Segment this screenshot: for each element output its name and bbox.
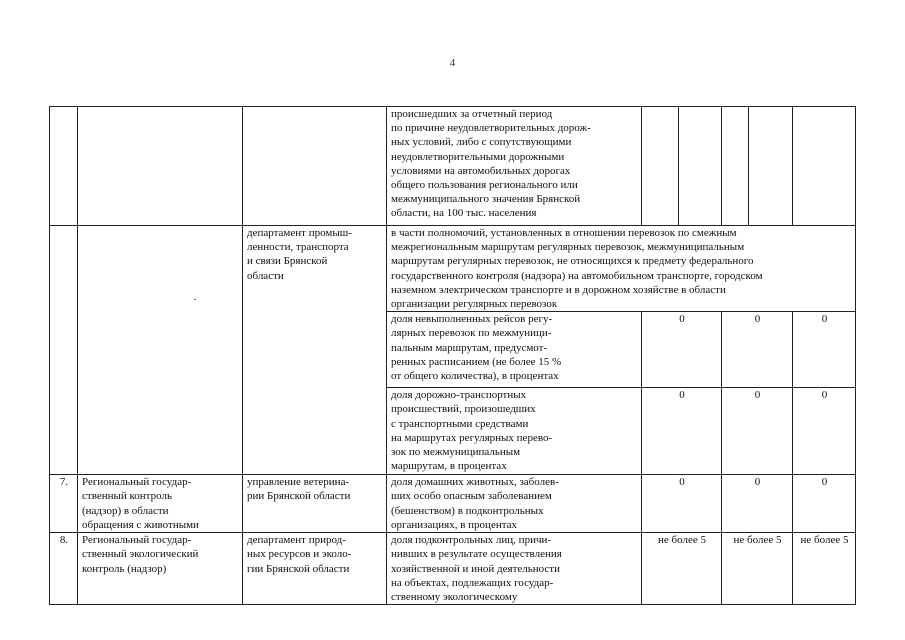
indicator-text: доля домашних животных, заболев- ших особо опасным заболеванием (бешенством) в подконтрольных организациях, в процентах: [391, 476, 559, 531]
value-cell: 0: [642, 388, 722, 475]
value-cell: [722, 107, 749, 226]
authority-cell: [243, 533, 387, 605]
value-cell: 0: [722, 475, 793, 533]
page-number: 4: [449, 57, 456, 69]
indicator-cell: [387, 533, 642, 605]
value-cell: 0: [722, 388, 793, 475]
authority-cell: [243, 107, 387, 226]
authority-text: департамент природ- ных ресурсов и эколо- гии Брянской области: [247, 534, 352, 575]
scope-text: в части полномочий, установленных в отношении перевозок по смежным межрегиональным маршрутам регулярных перевозок, межмуниципальным маршрутам регулярных перевозок, не относящихся к предмету федерального государственного контроля (надзора) на автомобильном транспорте, городском наземном электрическом транспорте и в дорожном хозяйстве в области организации регулярных перевозок: [391, 227, 763, 311]
table-row-8: [50, 533, 856, 605]
indicator-text: доля дорожно-транспортных происшествий, произошедших с транспортными средствами на маршрутах регулярных перево- зок по межмуниципальным маршрутам, в процентах: [391, 389, 553, 473]
control-type-cell: [78, 107, 243, 226]
table-row-7: [50, 475, 856, 533]
value-cell: не более 5: [793, 533, 856, 605]
indicator-text: доля невыполненных рейсов регу- лярных перевозок по межмуници- пальным маршрутам, предусмот- ренных расписанием (не более 15 % от общего количества), в процентах: [391, 313, 562, 383]
table-row-transport-scope: [50, 226, 856, 312]
control-type-cell: [78, 226, 243, 475]
indicator-text: происшедших за отчетный период по причине неудовлетворительных дорож- ных условий, либо с сопутствующими неудовлетворительными дорожными условиями на автомобильных дорогах общего пользования регионального или межмуниципального значения Брянской области, на 100 тыс. населения: [391, 108, 591, 220]
value-cell: 0: [793, 312, 856, 388]
indicator-cell: [387, 388, 642, 475]
regional-control-table: [49, 106, 856, 605]
value-cell: 0: [722, 312, 793, 388]
indicator-text: доля подконтрольных лиц, причи- нивших в результате осуществления хозяйственной и иной деятельности на объектах, подлежащих государ- ственному экологическому: [391, 534, 562, 604]
value-cell: [749, 107, 793, 226]
control-type-text: Региональный государ- ственный контроль (надзор) в области обращения с животными: [82, 476, 199, 531]
control-type-cell: [78, 475, 243, 533]
authority-cell: [243, 475, 387, 533]
row-number-cell: 7.: [50, 475, 78, 533]
row-number-cell: [50, 226, 78, 475]
indicator-cell: [387, 475, 642, 533]
scope-cell: [387, 226, 856, 312]
authority-cell: [243, 226, 387, 475]
table-row-continuation: [50, 107, 856, 226]
value-cell: [793, 107, 856, 226]
value-cell: 0: [793, 475, 856, 533]
authority-text: департамент промыш- ленности, транспорта и связи Брянской области: [247, 227, 352, 282]
authority-text: управление ветерина- рии Брянской области: [247, 476, 351, 503]
indicator-cell: [387, 312, 642, 388]
value-cell: не более 5: [722, 533, 793, 605]
value-cell: [642, 107, 679, 226]
indicator-cell: [387, 107, 642, 226]
value-cell: 0: [793, 388, 856, 475]
value-cell: не более 5: [642, 533, 722, 605]
value-cell: 0: [642, 475, 722, 533]
control-type-cell: [78, 533, 243, 605]
value-cell: [679, 107, 722, 226]
control-type-text: Региональный государ- ственный экологический контроль (надзор): [82, 534, 199, 575]
value-cell: 0: [642, 312, 722, 388]
row-number-cell: 8.: [50, 533, 78, 605]
row-number-cell: [50, 107, 78, 226]
